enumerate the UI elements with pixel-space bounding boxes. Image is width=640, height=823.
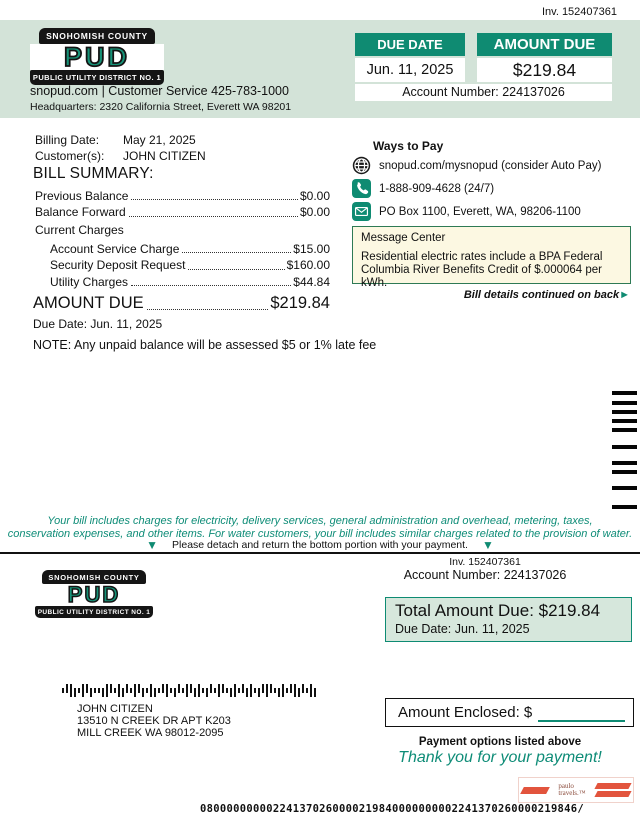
intelligent-mail-barcode: [62, 684, 318, 697]
table-row: [50, 256, 330, 273]
address-street: 13510 N CREEK DR APT K203: [77, 714, 231, 727]
paulo-travels-watermark: [518, 777, 634, 803]
row-label: Account Service Charge: [50, 241, 180, 256]
pud-logo-small: [35, 570, 153, 618]
charges-disclaimer: Your bill includes charges for electricity, delivery services, general administration and overhead, metering, taxes, conservation expenses, and other items. For water customers, your bill includes similar charges related to the provision of water.: [7, 515, 633, 540]
row-label: Balance Forward: [35, 205, 126, 219]
amount-due-value: $219.84: [477, 58, 612, 82]
billing-date-label: Billing Date:: [35, 133, 100, 147]
table-row: [35, 186, 330, 203]
due-date-line: Due Date: Jun. 11, 2025: [33, 317, 163, 331]
detach-instruction: ▼ Please detach and return the bottom portion with your payment. ▼: [146, 538, 494, 552]
dot-leader: [188, 269, 284, 270]
logo-county-label: SNOHOMISH COUNTY: [39, 28, 155, 44]
stub-account-number: Account Number: 224137026: [403, 568, 567, 582]
amount-due-box: [477, 33, 612, 82]
payment-options-note: Payment options listed above: [418, 736, 582, 748]
mailing-address-block: [77, 704, 231, 740]
dot-leader: [131, 199, 298, 200]
amount-due-total-label: AMOUNT DUE: [33, 294, 144, 312]
billing-date-value: May 21, 2025: [123, 133, 196, 147]
amount-due-total-row: [33, 294, 330, 313]
continued-on-back-note: Bill details continued on back►: [463, 289, 630, 301]
stub-due-date-text: Due Date: Jun. 11, 2025: [395, 622, 530, 636]
row-value: $0.00: [299, 188, 330, 203]
invoice-number-top: Inv. 152407361: [541, 6, 617, 18]
logo-county-label: SNOHOMISH COUNTY: [42, 570, 146, 584]
mail-icon: [352, 202, 371, 221]
website-customer-service-line: snopud.com | Customer Service 425-783-1000: [30, 84, 289, 98]
address-city: MILL CREEK WA 98012-2095: [77, 726, 224, 739]
row-label: Utility Charges: [50, 274, 129, 289]
late-fee-note: NOTE: Any unpaid balance will be assessed $5 or 1% late fee: [33, 338, 377, 352]
amount-due-label: AMOUNT DUE: [477, 33, 612, 56]
down-triangle-icon: ▼: [481, 538, 494, 552]
dot-leader: [129, 216, 298, 217]
table-row: [50, 239, 330, 256]
watermark-right-bars: [596, 783, 630, 797]
thank-you-note: Thank you for your payment!: [398, 749, 602, 766]
due-date-box: [355, 33, 465, 82]
ocr-scan-line: 080000000002241370260000219840000000002241370260000219846/: [200, 803, 585, 815]
amount-due-total-value: $219.84: [270, 294, 330, 312]
due-date-value: Jun. 11, 2025: [355, 58, 465, 82]
dot-leader: [147, 309, 269, 310]
customers-value: JOHN CITIZEN: [123, 148, 206, 163]
row-value: $44.84: [293, 274, 330, 289]
perforation-line: [0, 552, 640, 554]
logo-district-label: PUBLIC UTILITY DISTRICT NO. 1: [35, 606, 153, 618]
bill-summary-title: BILL SUMMARY:: [33, 165, 154, 182]
account-number-strip: Account Number: 224137026: [355, 84, 612, 101]
logo-pud-wordmark: PUD: [35, 584, 153, 606]
row-value: $15.00: [293, 241, 330, 256]
pud-logo: [30, 28, 164, 85]
billing-info: [35, 133, 206, 164]
total-amount-due-text: Total Amount Due: $219.84: [395, 601, 601, 620]
pay-item-text: PO Box 1100, Everett, WA, 98206-1100: [379, 205, 581, 218]
logo-district-label: PUBLIC UTILITY DISTRICT NO. 1: [30, 70, 164, 85]
row-label: Security Deposit Request: [50, 258, 186, 272]
right-arrow-icon: ►: [619, 289, 630, 301]
due-date-label: DUE DATE: [355, 33, 465, 56]
pay-item-text: 1-888-909-4628 (24/7): [379, 182, 495, 195]
headquarters-line: Headquarters: 2320 California Street, Everett WA 98201: [30, 101, 292, 113]
row-label: Previous Balance: [35, 188, 129, 203]
balance-rows: [35, 186, 330, 219]
omr-alignment-marks: [612, 391, 637, 509]
message-center-body: Residential electric rates include a BPA Federal Columbia River Benefits Credit of $.000064 per kWh.: [361, 251, 603, 289]
pay-item-text: snopud.com/mysnopud (consider Auto Pay): [379, 159, 602, 172]
down-triangle-icon: ▼: [146, 538, 159, 552]
phone-icon: [352, 179, 371, 198]
list-item: [352, 177, 630, 200]
dot-leader: [182, 252, 291, 253]
current-charges-label: Current Charges: [35, 223, 124, 237]
amount-enclosed-label: Amount Enclosed: $: [398, 704, 533, 721]
table-row: [35, 203, 330, 220]
amount-enclosed-write-in-field: [538, 703, 625, 721]
customers-label: Customer(s):: [35, 148, 105, 163]
amount-enclosed-box: [385, 698, 634, 727]
row-value: $0.00: [299, 205, 330, 219]
table-row: [50, 272, 330, 289]
globe-icon: [352, 156, 371, 175]
ways-to-pay-list: [352, 154, 630, 223]
row-value: $160.00: [286, 258, 330, 272]
watermark-text: paulo travels.™: [558, 782, 586, 797]
logo-pud-wordmark: PUD: [30, 44, 164, 70]
dot-leader: [131, 285, 291, 286]
message-center-title: Message Center: [361, 232, 446, 244]
ways-to-pay-title: Ways to Pay: [373, 139, 444, 153]
list-item: [352, 200, 630, 223]
charge-rows: [50, 239, 330, 289]
total-amount-due-box: [385, 597, 632, 642]
list-item: [352, 154, 630, 177]
message-center-box: [352, 226, 631, 289]
watermark-left-bar: [520, 787, 550, 794]
stub-invoice-number: Inv. 152407361: [449, 556, 521, 568]
address-name: JOHN CITIZEN: [77, 703, 153, 715]
